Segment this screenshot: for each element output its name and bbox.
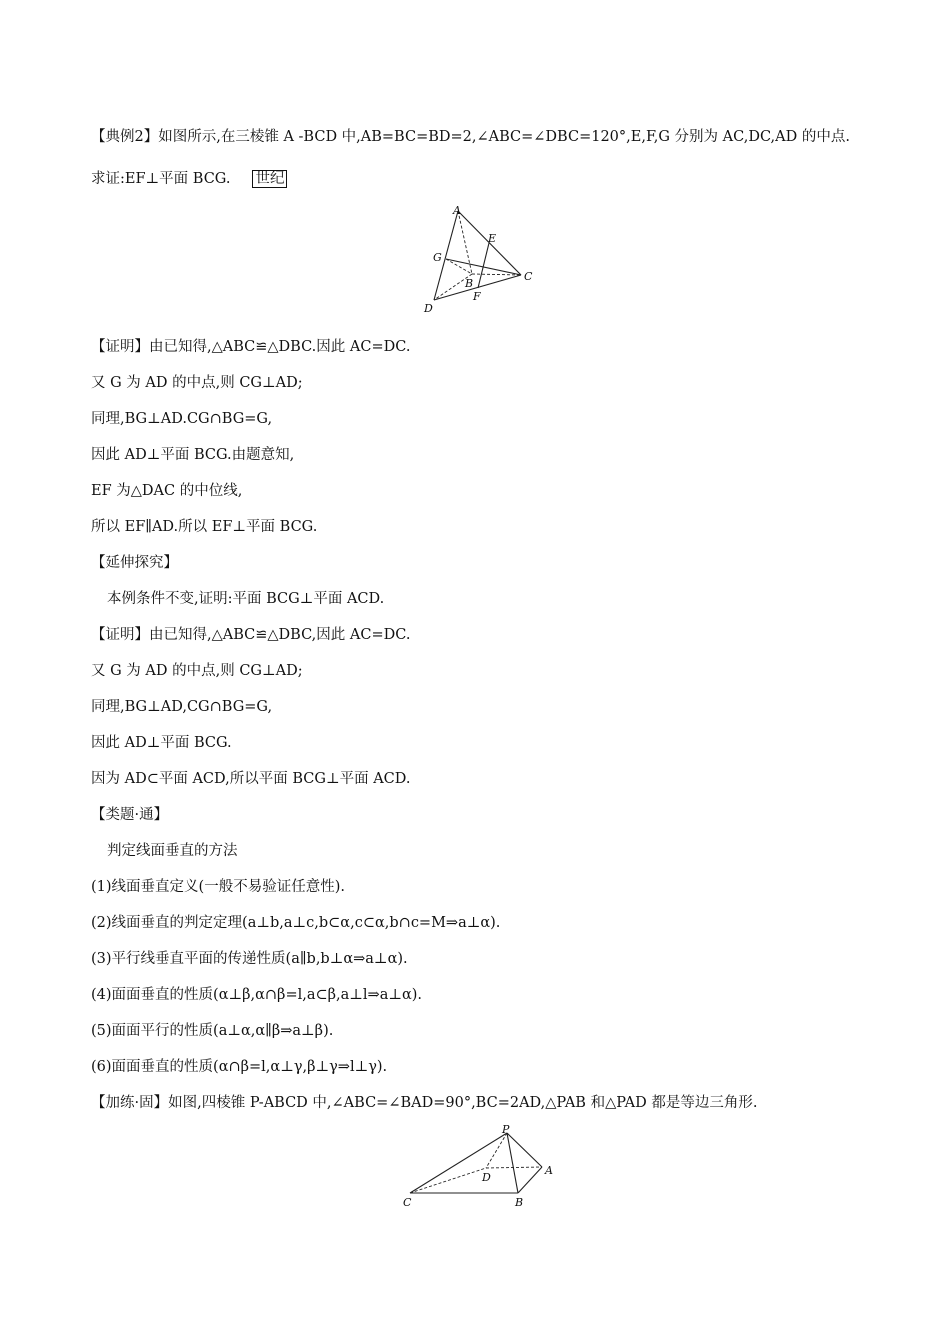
extension-proof-line-5: 因为 AD⊂平面 ACD,所以平面 BCG⊥平面 ACD. xyxy=(91,771,411,787)
example-goal xyxy=(91,169,287,189)
extension-proof-line-3: 同理,BG⊥AD,CG∩BG=G, xyxy=(91,699,273,715)
proof1-line-2: 又 G 为 AD 的中点,则 CG⊥AD; xyxy=(91,375,303,391)
method-item-6: (6)面面垂直的性质(α∩β=l,α⊥γ,β⊥γ⇒l⊥γ). xyxy=(91,1059,388,1075)
edge-bc xyxy=(472,274,521,275)
label-g: G xyxy=(433,251,442,264)
label-f: F xyxy=(473,290,481,303)
method-item-2: (2)线面垂直的判定定理(a⊥b,a⊥c,b⊂α,c⊂α,b∩c=M⇒a⊥α). xyxy=(91,915,501,931)
edge-pd xyxy=(486,1133,507,1168)
proof1-line-5: EF 为△DAC 的中位线, xyxy=(91,483,243,499)
label-p: P xyxy=(502,1123,510,1136)
edge-cd xyxy=(410,1168,486,1193)
label-a2: A xyxy=(545,1164,553,1177)
method-item-5: (5)面面平行的性质(a⊥α,α∥β⇒a⊥β). xyxy=(91,1023,334,1039)
example-statement: 【典例2】如图所示,在三棱锥 A -BCD 中,AB=BC=BD=2,∠ABC=∠DBC=120°,E,F,G 分别为 AC,DC,AD 的中点. xyxy=(91,129,850,145)
segment-ef xyxy=(478,243,489,288)
extension-proof-line-1: 【证明】由已知得,△ABC≌△DBC,因此 AC=DC. xyxy=(91,627,411,643)
edge-da xyxy=(486,1167,542,1168)
edge-pc xyxy=(410,1133,507,1193)
proof1-line-4: 因此 AD⊥平面 BCG.由题意知, xyxy=(91,447,295,463)
pyramid-figure-abcd xyxy=(420,203,560,318)
label-d: D xyxy=(424,302,433,315)
extension-proof-line-2: 又 G 为 AD 的中点,则 CG⊥AD; xyxy=(91,663,303,679)
methods-title: 判定线面垂直的方法 xyxy=(107,843,238,859)
extension-heading: 【延伸探究】 xyxy=(91,555,178,571)
method-item-3: (3)平行线垂直平面的传递性质(a∥b,b⊥α⇒a⊥α). xyxy=(91,951,408,967)
pyramid-figure-pabcd xyxy=(398,1122,568,1212)
proof1-line-6: 所以 EF∥AD.所以 EF⊥平面 BCG. xyxy=(91,519,318,535)
methods-heading: 【类题·通】 xyxy=(91,807,169,823)
proof1-line-3: 同理,BG⊥AD.CG∩BG=G, xyxy=(91,411,273,427)
proof1-line-1: 【证明】由已知得,△ABC≌△DBC.因此 AC=DC. xyxy=(91,339,411,355)
extension-statement: 本例条件不变,证明:平面 BCG⊥平面 ACD. xyxy=(107,591,385,607)
practice-statement: 【加练·固】如图,四棱锥 P-ABCD 中,∠ABC=∠BAD=90°,BC=2AD,△PAB 和△PAD 都是等边三角形. xyxy=(91,1095,758,1111)
edge-ba xyxy=(518,1167,542,1193)
extension-proof-line-4: 因此 AD⊥平面 BCG. xyxy=(91,735,232,751)
tag-box: 世纪 xyxy=(252,170,287,188)
label-a: A xyxy=(453,204,461,217)
label-c2: C xyxy=(403,1196,412,1209)
label-e: E xyxy=(488,232,497,245)
method-item-4: (4)面面垂直的性质(α⊥β,α∩β=l,a⊂β,a⊥l⇒a⊥α). xyxy=(91,987,423,1003)
label-b2: B xyxy=(515,1196,524,1209)
label-c: C xyxy=(524,270,533,283)
label-b: B xyxy=(465,277,474,290)
goal-text: 求证:EF⊥平面 BCG. xyxy=(91,171,231,187)
method-item-1: (1)线面垂直定义(一般不易验证任意性). xyxy=(91,879,345,895)
label-d2: D xyxy=(482,1171,491,1184)
